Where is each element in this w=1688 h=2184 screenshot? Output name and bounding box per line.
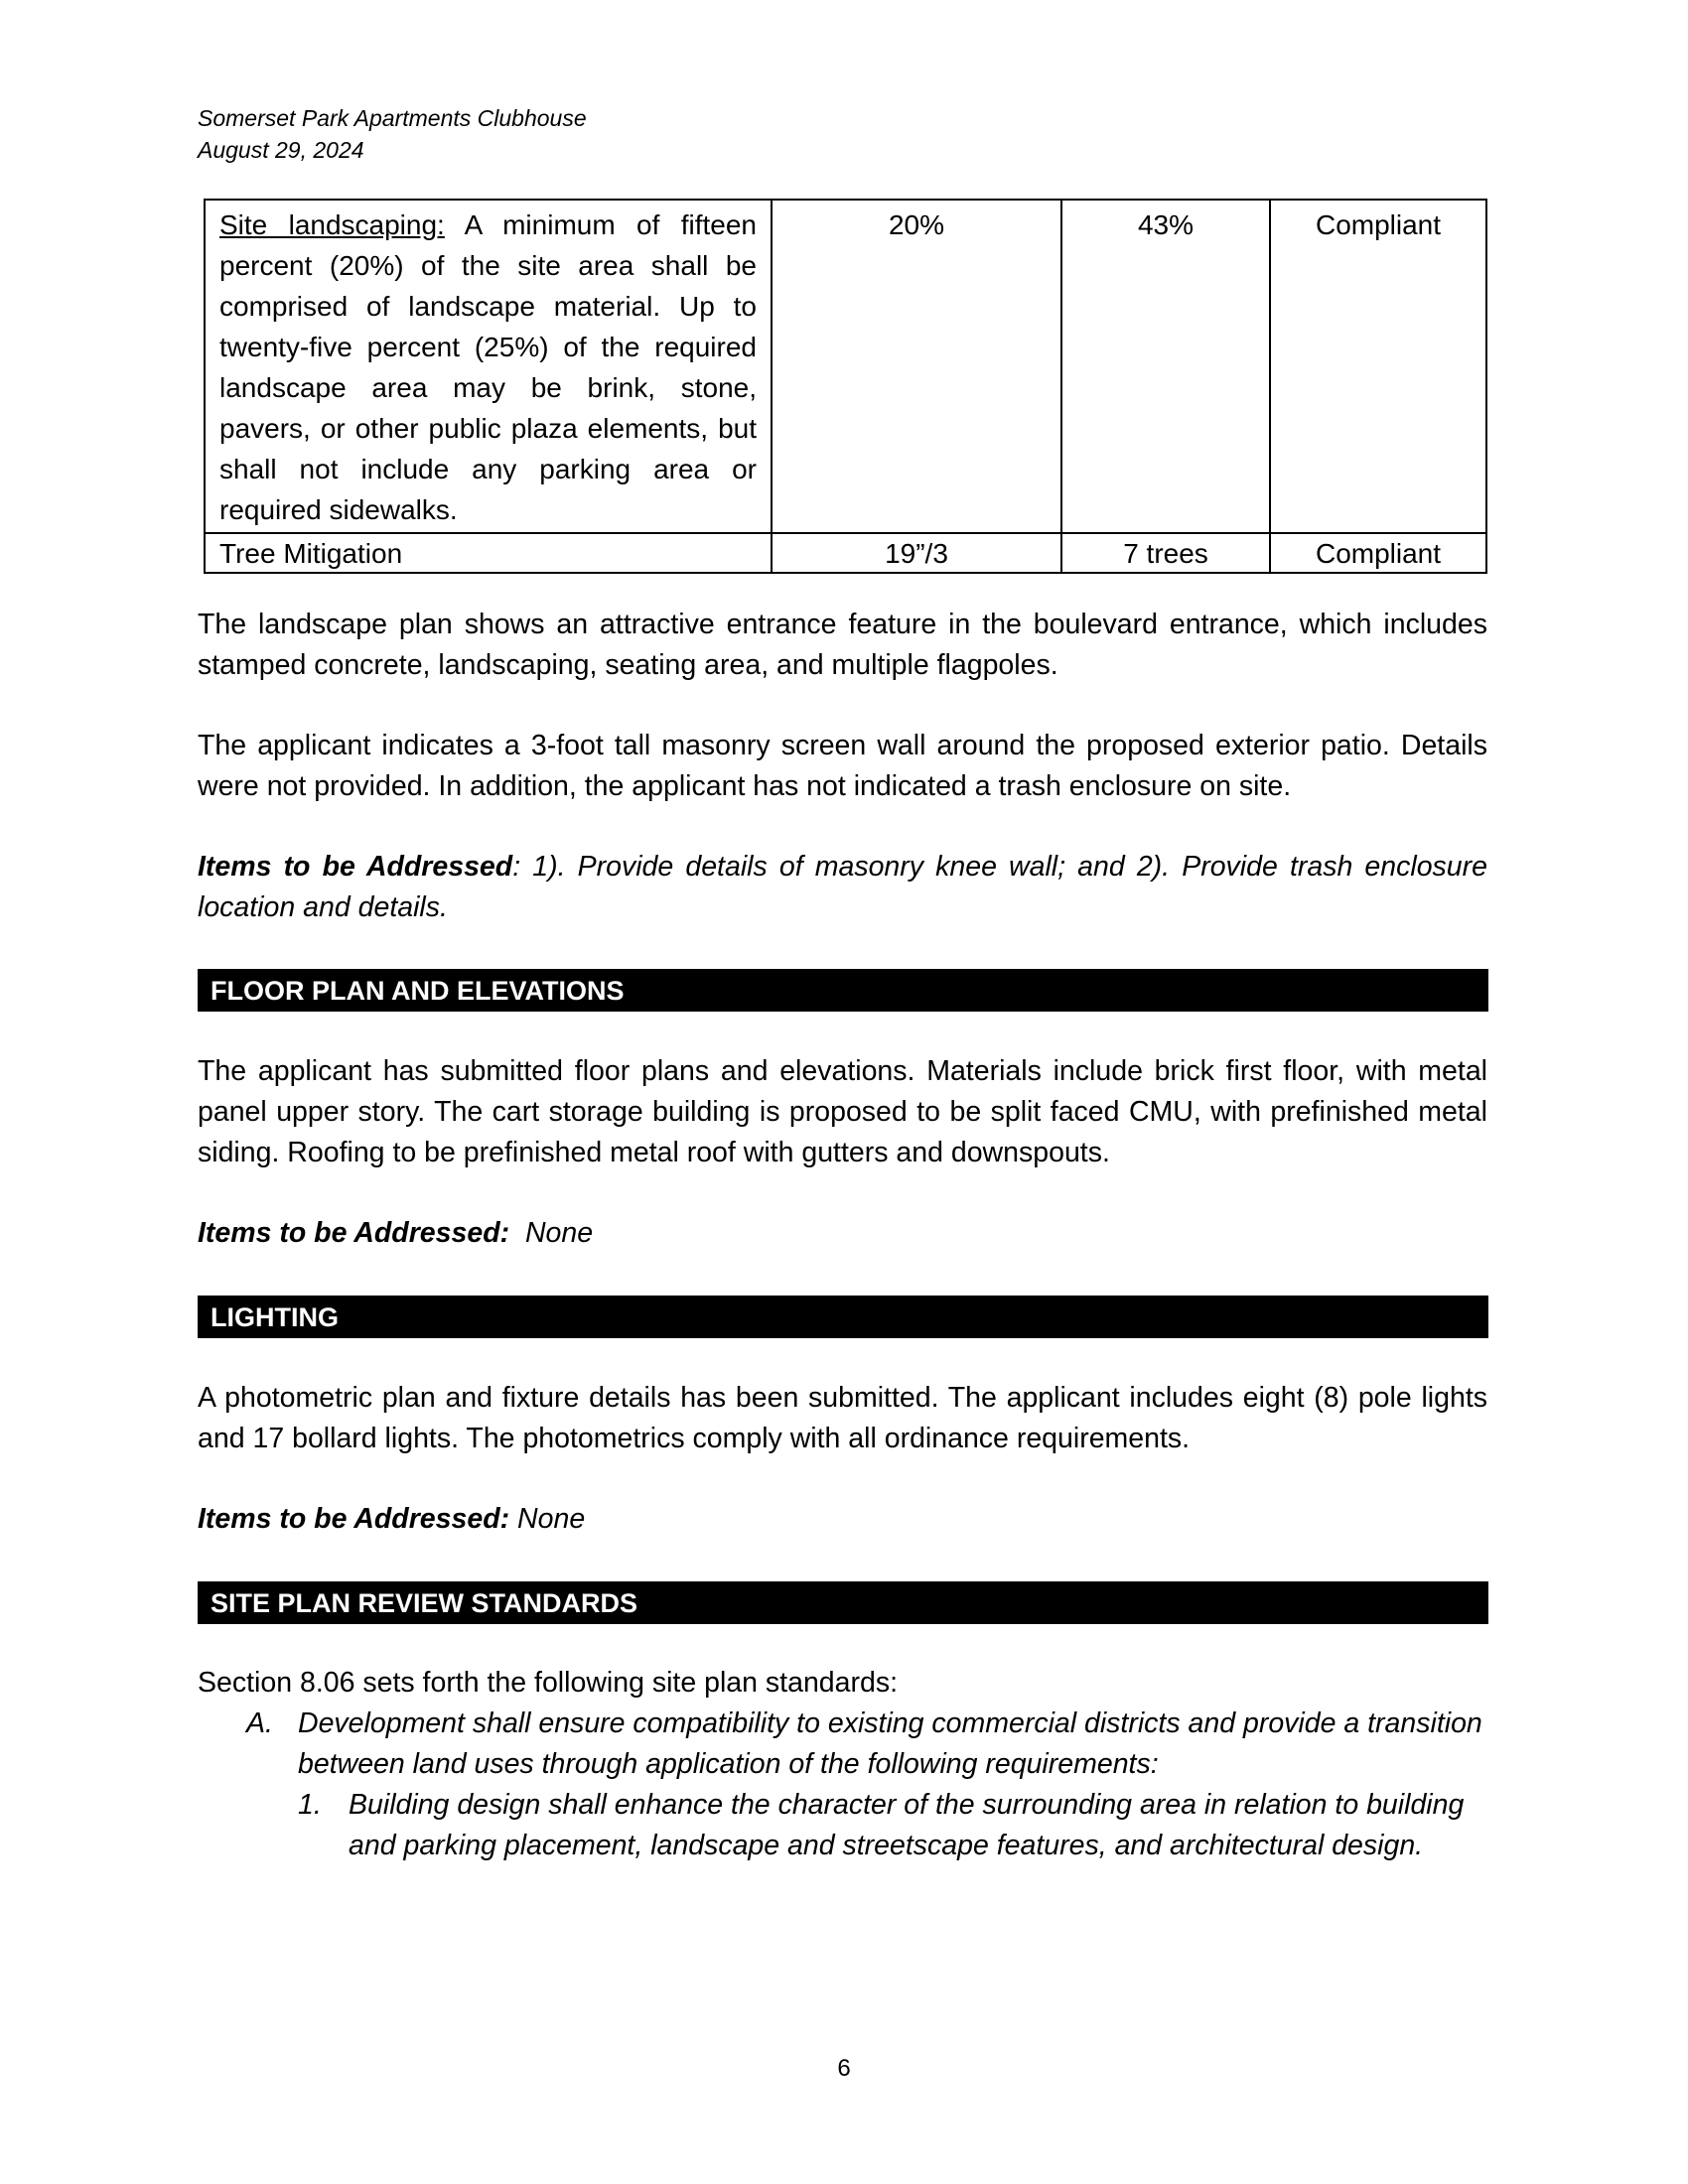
list-marker: A. (246, 1707, 273, 1739)
items-value: None (524, 1217, 594, 1249)
requirement-cell (205, 200, 772, 533)
landscape-paragraph: The landscape plan shows an attractive entrance feature in the boulevard entrance, which includes stamped concrete, landscaping, seating area, and multiple flagpoles. (198, 609, 1487, 681)
items-label: Items to be Addressed: (198, 1503, 510, 1535)
items-label: Items to be Addressed: (198, 1217, 510, 1249)
floor-plan-paragraph: The applicant has submitted floor plans and elevations. Materials include brick first floor, with metal panel upper story. The cart storage building is proposed to be split faced CMU, with prefinished metal siding. Roofing to be prefinished metal roof with gutters and downspouts. (198, 1055, 1487, 1168)
list-marker: 1. (298, 1789, 322, 1821)
requirement-label: Tree Mitigation (205, 533, 772, 573)
requirement-text: A minimum of fifteen percent (20%) of the site area shall be comprised of landscape material. Up to twenty-five percent (25%) of the required landscape area may be brink, stone, pavers, or other public plaza elements, but shall not include any parking area or required sidewalks. (219, 209, 757, 525)
items-to-address-landscape (198, 847, 1487, 928)
requirement-label: Site landscaping: (219, 209, 445, 240)
requirements-table (204, 199, 1487, 574)
table-row (205, 200, 1486, 533)
section-heading-site-plan-standards: SITE PLAN REVIEW STANDARDS (198, 1581, 1488, 1624)
compliance-status: Compliant (1270, 200, 1486, 533)
required-value: 19”/3 (772, 533, 1061, 573)
list-text: Building design shall enhance the character of the surrounding area in relation to building and parking placement, landscape and streetscape features, and architectural design. (349, 1789, 1465, 1861)
list-item-1 (298, 1785, 1489, 1907)
list-text: Development shall ensure compatibility to existing commercial districts and provide a transition between land uses through application of the following requirements: (298, 1707, 1482, 1780)
compliance-status: Compliant (1270, 533, 1486, 573)
standards-intro: Section 8.06 sets forth the following site plan standards: (198, 1667, 898, 1699)
provided-value: 7 trees (1061, 533, 1270, 573)
lighting-paragraph: A photometric plan and fixture details has been submitted. The applicant includes eight (8) pole lights and 17 bollard lights. The photometrics comply with all ordinance requirements. (198, 1382, 1487, 1454)
table-row (205, 533, 1486, 573)
items-text: : 1). Provide details of masonry knee wall; and 2). Provide trash enclosure location and details. (198, 851, 1487, 923)
section-heading-lighting: LIGHTING (198, 1296, 1488, 1338)
items-to-address-lighting (198, 1499, 1487, 1540)
items-to-address-floor (198, 1213, 1487, 1254)
list-item-a (246, 1704, 1489, 1785)
required-value: 20% (772, 200, 1061, 533)
provided-value: 43% (1061, 200, 1270, 533)
page-number: 6 (837, 2055, 851, 2082)
wall-paragraph: The applicant indicates a 3-foot tall masonry screen wall around the proposed exterior patio. Details were not provided. In addition, the applicant has not indicated a trash enclosure on site. (198, 730, 1487, 802)
items-label: Items to be Addressed (198, 851, 513, 883)
document-date: August 29, 2024 (198, 137, 364, 163)
section-heading-floor-plan: FLOOR PLAN AND ELEVATIONS (198, 969, 1488, 1012)
items-value: None (517, 1503, 586, 1535)
project-title: Somerset Park Apartments Clubhouse (198, 105, 587, 131)
document-header (198, 102, 587, 166)
